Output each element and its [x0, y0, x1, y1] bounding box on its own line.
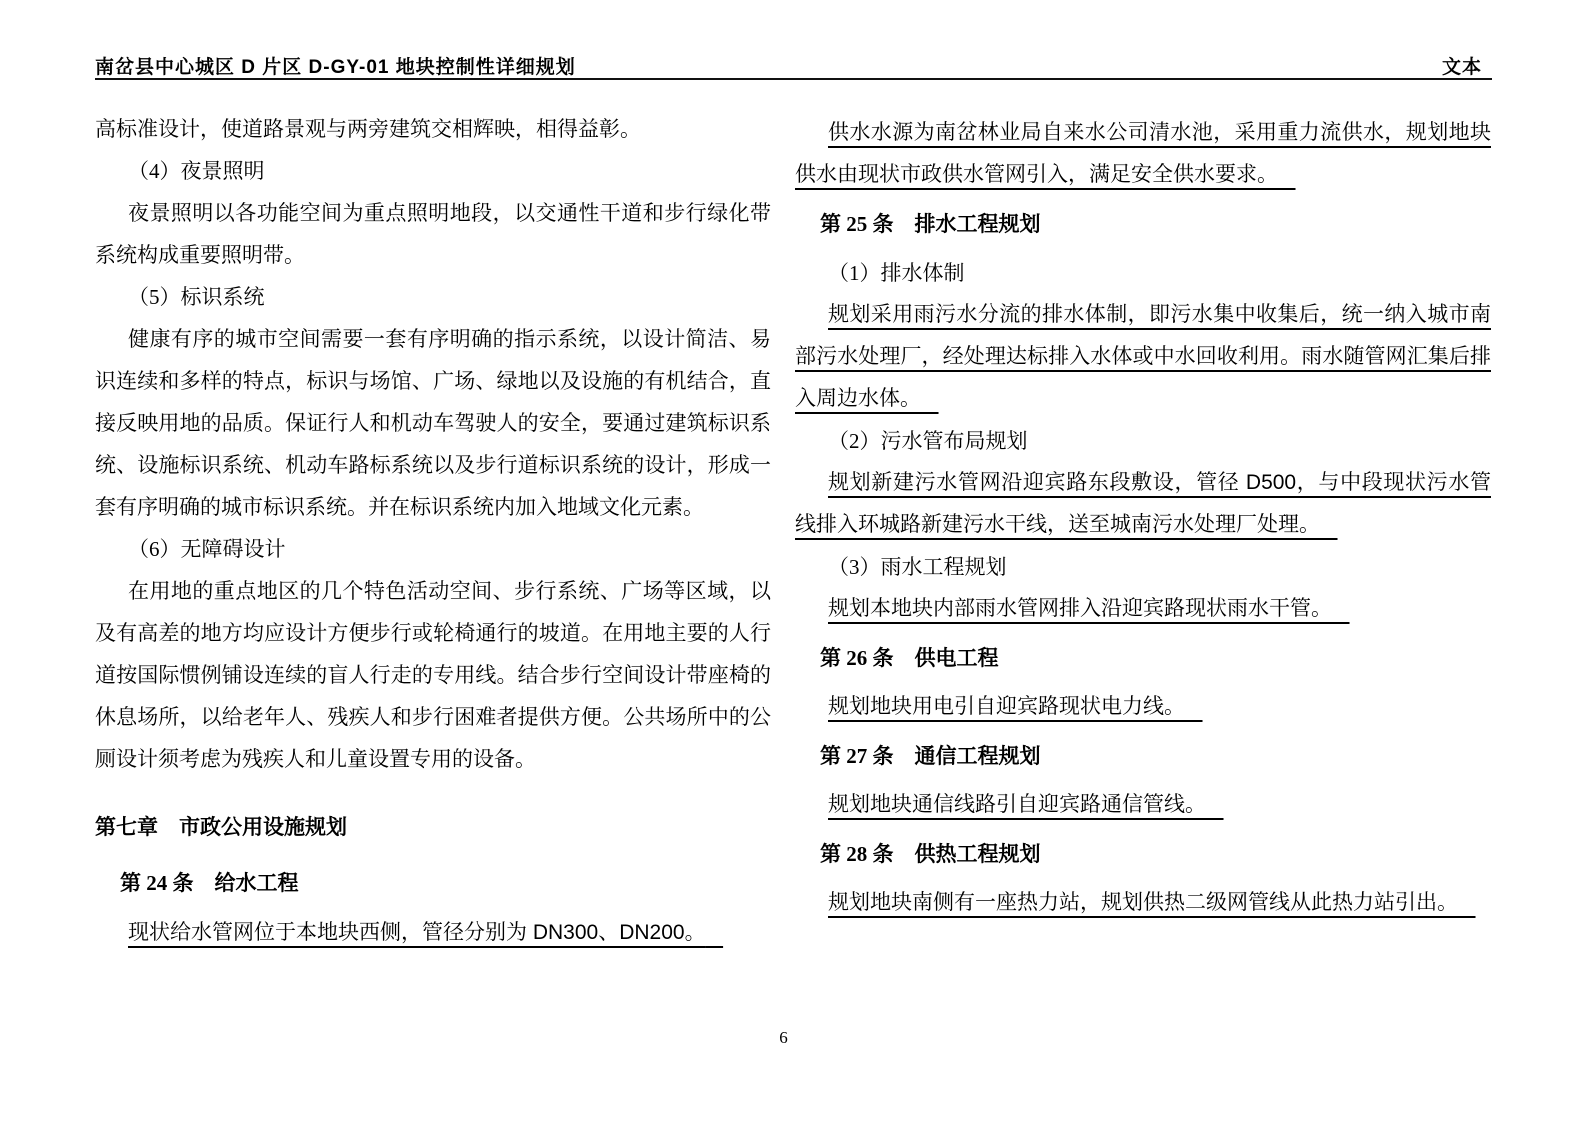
- article-heading-24: 第 24 条 给水工程: [120, 871, 299, 895]
- article-heading-27: 第 27 条 通信工程规划: [820, 744, 1041, 768]
- document-header-title: 南岔县中心城区 D 片区 D-GY-01 地块控制性详细规划: [95, 57, 576, 78]
- underline-tail: [1320, 513, 1338, 536]
- underlined-paragraph-telecom: [795, 784, 1491, 826]
- underlined-paragraph-rainwater: [795, 588, 1491, 630]
- underline-tail: [1458, 891, 1476, 914]
- underlined-paragraph-water-source: [795, 112, 1491, 196]
- right-column: [795, 112, 1491, 924]
- paragraph-text: 规划地块用电引自迎宾路现状电力线。: [828, 695, 1185, 718]
- underline-tail: [706, 921, 724, 944]
- subsection-heading-drainage-system: （1）排水体制: [828, 261, 965, 285]
- paragraph-continued: 高标准设计，使道路景观与两旁建筑交相辉映，相得益彰。: [95, 117, 641, 141]
- paragraph-text: 规划新建污水管网沿迎宾路东段敷设，管径 D500，与中段现状污水管线排入环城路新建污水干线，送至城南污水处理厂处理。: [795, 471, 1491, 536]
- header-rule: [95, 78, 1492, 80]
- underlined-paragraph-drainage-system: [795, 294, 1491, 420]
- article-heading-28: 第 28 条 供热工程规划: [820, 842, 1041, 866]
- chapter-heading-7: 第七章 市政公用设施规划: [95, 815, 347, 839]
- paragraph-night-lighting: 夜景照明以各功能空间为重点照明地段，以交通性干道和步行绿化带系统构成重要照明带。: [95, 201, 771, 267]
- left-column: [95, 108, 771, 954]
- subsection-heading-signage: （5）标识系统: [128, 285, 265, 309]
- subsection-heading-accessibility: （6）无障碍设计: [128, 537, 286, 561]
- subsection-heading-rainwater: （3）雨水工程规划: [828, 555, 1007, 579]
- paragraph-text: 规划地块南侧有一座热力站，规划供热二级网管线从此热力站引出。: [828, 891, 1458, 914]
- article-heading-26: 第 26 条 供电工程: [820, 646, 999, 670]
- underline-tail: [1278, 163, 1296, 186]
- page-number: 6: [779, 1028, 788, 1047]
- underlined-paragraph-power: [795, 686, 1491, 728]
- underline-tail: [1332, 597, 1350, 620]
- underline-tail: [1206, 793, 1224, 816]
- paragraph-text: 供水水源为南岔林业局自来水公司清水池，采用重力流供水，规划地块供水由现状市政供水管网引入，满足安全供水要求。: [795, 121, 1491, 186]
- paragraph-text: 规划本地块内部雨水管网排入沿迎宾路现状雨水干管。: [828, 597, 1332, 620]
- underline-tail: [921, 387, 939, 410]
- document-header-corner-label: 文本: [1441, 57, 1482, 78]
- paragraph-signage: 健康有序的城市空间需要一套有序明确的指示系统，以设计简洁、易识连续和多样的特点，标识与场馆、广场、绿地以及设施的有机结合，直接反映用地的品质。保证行人和机动车驾驶人的安全，要通过建筑标识系统、设施标识系统、机动车路标系统以及步行道标识系统的设计，形成一套有序明确的城市标识系统。并在标识系统内加入地域文化元素。: [95, 327, 771, 519]
- subsection-heading-night-lighting: （4）夜景照明: [128, 159, 265, 183]
- paragraph-text: 规划地块通信线路引自迎宾路通信管线。: [828, 793, 1206, 816]
- paragraph-accessibility: 在用地的重点地区的几个特色活动空间、步行系统、广场等区域，以及有高差的地方均应设计方便步行或轮椅通行的坡道。在用地主要的人行道按国际惯例铺设连续的盲人行走的专用线。结合步行空间设计带座椅的休息场所，以给老年人、残疾人和步行困难者提供方便。公共场所中的公厕设计须考虑为残疾人和儿童设置专用的设备。: [95, 579, 771, 771]
- underlined-paragraph-sewage-layout: [795, 462, 1491, 546]
- article-heading-25: 第 25 条 排水工程规划: [820, 212, 1041, 236]
- underlined-paragraph-water-supply-existing: [95, 912, 771, 954]
- underline-tail: [1185, 695, 1203, 718]
- subsection-heading-sewage-layout: （2）污水管布局规划: [828, 429, 1028, 453]
- paragraph-text: 规划采用雨污水分流的排水体制，即污水集中收集后，统一纳入城市南部污水处理厂，经处理达标排入水体或中水回收利用。雨水随管网汇集后排入周边水体。: [795, 303, 1491, 410]
- underlined-paragraph-heating: [795, 882, 1491, 924]
- paragraph-text: 现状给水管网位于本地块西侧，管径分别为 DN300、DN200。: [128, 921, 706, 944]
